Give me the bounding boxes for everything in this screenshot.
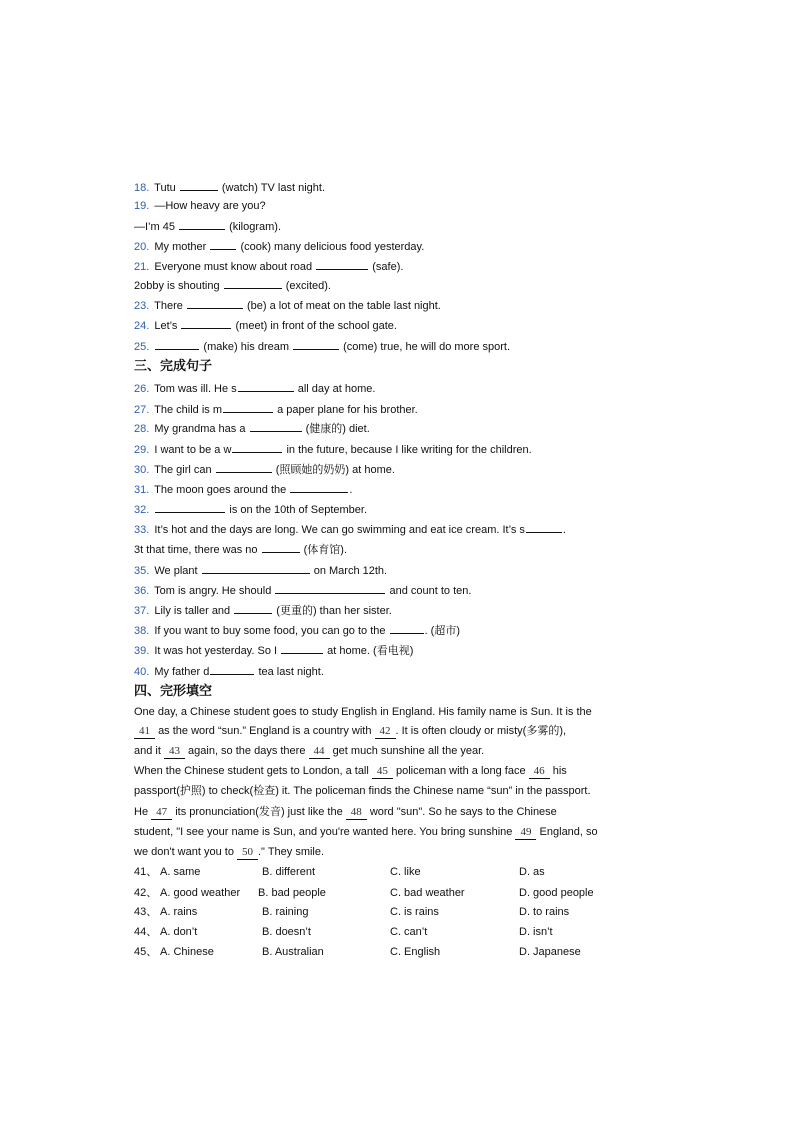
option-d[interactable]: D. good people xyxy=(519,887,594,899)
answer-blank[interactable] xyxy=(202,562,310,574)
cloze-blank-48[interactable]: 48 xyxy=(346,805,367,820)
answer-blank[interactable] xyxy=(155,501,225,513)
option-b[interactable]: B. different xyxy=(262,866,315,878)
question-number: 23. xyxy=(134,300,150,312)
question-number: 30. xyxy=(134,464,150,476)
cloze-blank-44[interactable]: 44 xyxy=(309,744,330,759)
answer-blank[interactable] xyxy=(216,461,272,473)
cloze-blank-41[interactable]: 41 xyxy=(134,724,155,739)
question-39: 39. It was hot yesterday. So I at home. (看电视) xyxy=(134,642,413,658)
option-b[interactable]: B. bad people xyxy=(258,887,326,899)
question-number: 25. xyxy=(134,341,150,353)
question-number: 27. xyxy=(134,404,150,416)
passage-line-3: and it 43 again, so the days there 44 get much sunshine all the year. xyxy=(134,745,485,757)
answer-blank[interactable] xyxy=(179,218,225,230)
answer-blank[interactable] xyxy=(210,663,254,675)
question-19: 19. —How heavy are you? xyxy=(134,200,266,212)
question-35: 35. We plant on March 12th. xyxy=(134,562,387,578)
cloze-blank-42[interactable]: 42 xyxy=(375,724,396,739)
passage-line-1: One day, a Chinese student goes to study English in England. His family name is Sun. It is the xyxy=(134,706,592,718)
question-34: 3t that time, there was no (体育馆). xyxy=(134,541,347,557)
question-number: 40. xyxy=(134,666,150,678)
cloze-blank-49[interactable]: 49 xyxy=(515,825,536,840)
answer-blank[interactable] xyxy=(187,297,243,309)
question-32: 32. is on the 10th of September. xyxy=(134,501,367,517)
option-a[interactable]: A. same xyxy=(160,866,201,878)
question-number: 37. xyxy=(134,605,150,617)
answer-blank[interactable] xyxy=(224,277,282,289)
section-title-complete-sentences: 三、完成句子 xyxy=(134,358,213,373)
question-number: 24. xyxy=(134,320,150,332)
question-22: 2obby is shouting (excited). xyxy=(134,277,331,293)
option-b[interactable]: B. Australian xyxy=(262,946,324,958)
passage-line-2: 41 as the word “sun.” England is a country with 42 . It is often cloudy or misty(多雾的), xyxy=(134,724,566,739)
question-18: 18. Tutu (watch) TV last night. xyxy=(134,179,325,195)
answer-blank[interactable] xyxy=(316,258,368,270)
answer-blank[interactable] xyxy=(390,622,424,634)
cloze-blank-43[interactable]: 43 xyxy=(164,744,185,759)
question-number: 19. xyxy=(134,200,150,212)
option-c[interactable]: C. bad weather xyxy=(390,887,465,899)
option-d[interactable]: D. Japanese xyxy=(519,946,581,958)
passage-line-4: When the Chinese student gets to London, a tall 45 policeman with a long face 46 his xyxy=(134,765,567,777)
question-number: 43、 xyxy=(134,906,158,918)
option-c[interactable]: C. like xyxy=(390,866,421,878)
option-b[interactable]: B. doesn’t xyxy=(262,926,311,938)
question-21: 21. Everyone must know about road (safe). xyxy=(134,258,403,274)
question-number: 38. xyxy=(134,625,150,637)
option-d[interactable]: D. as xyxy=(519,866,545,878)
question-33: 33. It’s hot and the days are long. We can go swimming and eat ice cream. It’s s . xyxy=(134,521,566,537)
question-number: 41、 xyxy=(134,866,158,878)
answer-blank[interactable] xyxy=(526,521,562,533)
answer-blank[interactable] xyxy=(155,338,199,350)
passage-line-6: He 47 its pronunciation(发音) just like the 48 word "sun". So he says to the Chinese xyxy=(134,806,557,818)
question-number: 33. xyxy=(134,524,150,536)
answer-blank[interactable] xyxy=(223,401,273,413)
option-a[interactable]: A. good weather xyxy=(160,887,241,899)
option-d[interactable]: D. isn’t xyxy=(519,926,553,938)
answer-blank[interactable] xyxy=(210,238,236,250)
question-38: 38. If you want to buy some food, you can go to the . (超市) xyxy=(134,622,460,638)
question-number: 32. xyxy=(134,504,150,516)
question-19-answer: —I’m 45 (kilogram). xyxy=(134,218,281,234)
question-27: 27. The child is m a paper plane for his brother. xyxy=(134,401,418,417)
question-number: 31. xyxy=(134,484,150,496)
question-number: 28. xyxy=(134,423,150,435)
question-number: 36. xyxy=(134,585,150,597)
passage-line-7: student, "I see your name is Sun, and you're wanted here. You bring sunshine 49 England, so xyxy=(134,826,598,838)
option-a[interactable]: A. rains xyxy=(160,906,198,918)
question-24: 24. Let’s (meet) in front of the school gate. xyxy=(134,317,397,333)
section-title-cloze: 四、完形填空 xyxy=(134,683,213,698)
cloze-blank-50[interactable]: 50 xyxy=(237,845,258,860)
question-30: 30. The girl can (照顾她的奶奶) at home. xyxy=(134,461,395,477)
passage-line-8: we don't want you to 50 ." They smile. xyxy=(134,846,325,858)
cloze-blank-47[interactable]: 47 xyxy=(151,805,172,820)
answer-blank[interactable] xyxy=(181,317,231,329)
option-d[interactable]: D. to rains xyxy=(519,906,570,918)
question-37: 37. Lily is taller and (更重的) than her sister. xyxy=(134,602,392,618)
answer-blank[interactable] xyxy=(281,642,323,654)
answer-blank[interactable] xyxy=(250,420,302,432)
cloze-blank-46[interactable]: 46 xyxy=(529,764,550,779)
option-a[interactable]: A. don’t xyxy=(160,926,198,938)
answer-blank[interactable] xyxy=(293,338,339,350)
question-number: 21. xyxy=(134,261,150,273)
cloze-blank-45[interactable]: 45 xyxy=(372,764,393,779)
question-28: 28. My grandma has a (健康的) diet. xyxy=(134,420,370,436)
option-a[interactable]: A. Chinese xyxy=(160,946,214,958)
answer-blank[interactable] xyxy=(262,541,300,553)
question-number: 18. xyxy=(134,182,150,194)
question-26: 26. Tom was ill. He s all day at home. xyxy=(134,380,375,396)
question-number: 45、 xyxy=(134,946,158,958)
question-number: 26. xyxy=(134,383,150,395)
question-40: 40. My father d tea last night. xyxy=(134,663,324,679)
question-31: 31. The moon goes around the . xyxy=(134,481,352,497)
option-c[interactable]: C. is rains xyxy=(390,906,439,918)
answer-blank[interactable] xyxy=(234,602,272,614)
question-number: 20. xyxy=(134,241,150,253)
question-number: 35. xyxy=(134,565,150,577)
answer-blank[interactable] xyxy=(275,582,385,594)
answer-blank[interactable] xyxy=(232,441,282,453)
question-36: 36. Tom is angry. He should and count to ten. xyxy=(134,582,471,598)
question-number: 42、 xyxy=(134,887,158,899)
answer-blank[interactable] xyxy=(238,380,294,392)
question-number: 39. xyxy=(134,645,150,657)
answer-blank[interactable] xyxy=(180,179,218,191)
question-20: 20. My mother (cook) many delicious food yesterday. xyxy=(134,238,424,254)
question-23: 23. There (be) a lot of meat on the table last night. xyxy=(134,297,441,313)
question-25: 25. (make) his dream (come) true, he will do more sport. xyxy=(134,338,510,354)
question-number: 29. xyxy=(134,444,150,456)
question-29: 29. I want to be a w in the future, because I like writing for the children. xyxy=(134,441,532,457)
option-c[interactable]: C. can’t xyxy=(390,926,428,938)
passage-line-5: passport(护照) to check(检查) it. The policeman finds the Chinese name “sun” in the passport. xyxy=(134,785,591,797)
option-c[interactable]: C. English xyxy=(390,946,441,958)
question-number: 44、 xyxy=(134,926,158,938)
answer-blank[interactable] xyxy=(290,481,348,493)
option-b[interactable]: B. raining xyxy=(262,906,309,918)
